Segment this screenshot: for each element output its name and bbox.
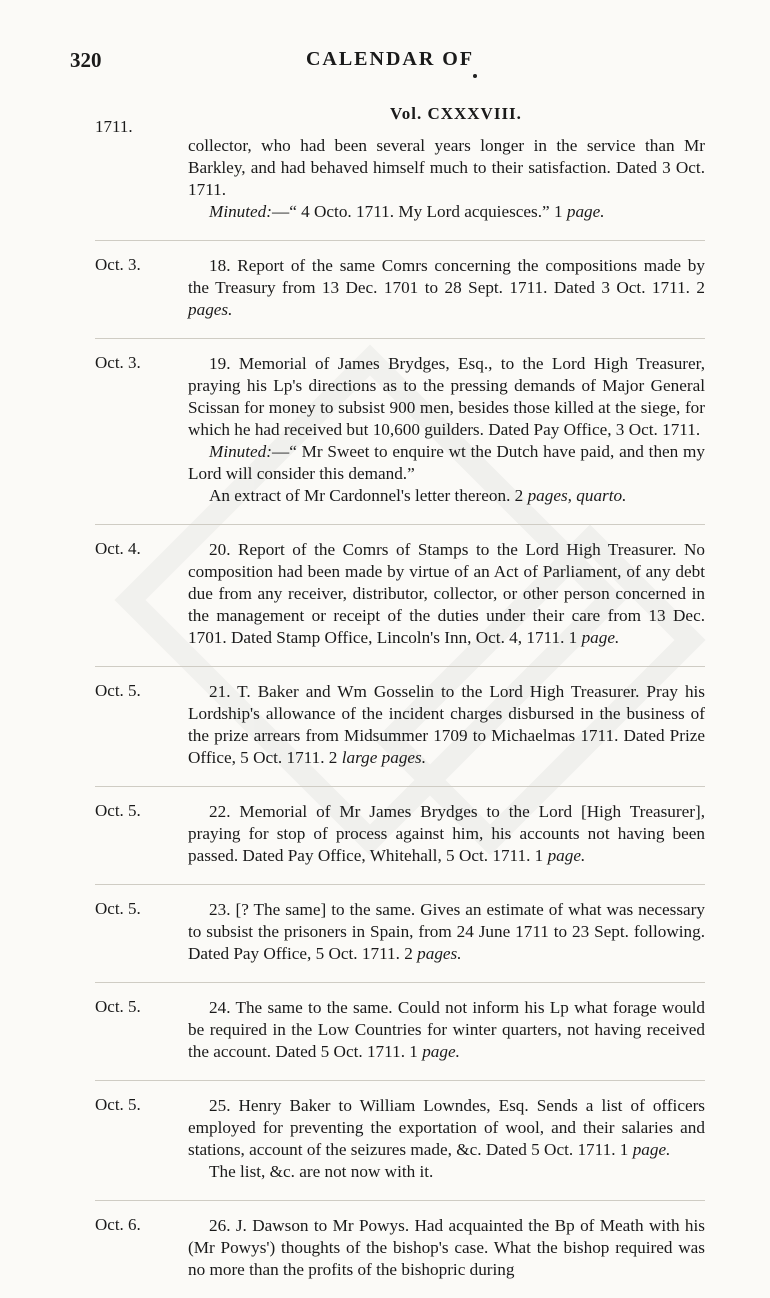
- entry-text: [188, 801, 705, 867]
- entry-divider: [95, 1200, 705, 1201]
- paragraph-text: 19. Memorial of James Brydges, Esq., to the Lord High Treasurer, praying his Lp's directions as to the pressing demands of Major General Scissan for money to subsist 900 men, besides those killed at the siege, for which he had received but 10,600 guilders. Dated Pay Office, 3 Oct. 1711.: [188, 354, 705, 439]
- paragraph-text: An extract of Mr Cardonnel's letter thereon. 2: [209, 486, 528, 505]
- paragraph-text: 21. T. Baker and Wm Gosselin to the Lord High Treasurer. Pray his Lordship's allowance of the incident charges disbursed in the business of the prize arrears from Midsummer 1709 to Michaelmas 1711. Dated Prize Office, 5 Oct. 1711. 2: [188, 682, 705, 767]
- minuted-note: [188, 201, 705, 223]
- calendar-entry: [95, 899, 705, 965]
- entry-paragraph: [188, 997, 705, 1063]
- title-ornament: [473, 74, 477, 78]
- extent-note: page.: [566, 202, 605, 221]
- entry-paragraph: [188, 1161, 705, 1183]
- entry-text: [188, 1215, 705, 1281]
- paragraph-text: 22. Memorial of Mr James Brydges to the Lord [High Treasurer], praying for stop of process against him, his accounts not having been passed. Dated Pay Office, Whitehall, 5 Oct. 1711. 1: [188, 802, 705, 865]
- entry-text: [188, 353, 705, 507]
- entry-text: [188, 681, 705, 769]
- entry-date: Oct. 6.: [95, 1215, 141, 1234]
- entry-date: Oct. 5.: [95, 681, 141, 700]
- paragraph-text: 20. Report of the Comrs of Stamps to the Lord High Treasurer. No composition had been made by virtue of an Act of Parliament, of any debt due from any receiver, distributor, collector, or other person concerned in the management or receipt of the duties under their care from 13 Dec. 1701. Dated Stamp Office, Lincoln's Inn, Oct. 4, 1711. 1: [188, 540, 705, 647]
- entry-date: Oct. 5.: [95, 899, 141, 918]
- entry-paragraph: [188, 899, 705, 965]
- extent-note: large pages.: [341, 748, 427, 767]
- entry-divider: [95, 982, 705, 983]
- paragraph-text: 25. Henry Baker to William Lowndes, Esq. Sends a list of officers employed for preventing the exportation of wool, and their salaries and stations, account of the seizures made, &c. Dated 5 Oct. 1711. 1: [188, 1096, 705, 1159]
- calendar-entry: [95, 353, 705, 507]
- calendar-entry: [95, 681, 705, 769]
- paragraph-text: —“ 4 Octo. 1711. My Lord acquiesces.” 1: [272, 202, 567, 221]
- entry-paragraph: [188, 1095, 705, 1161]
- extent-note: page.: [547, 846, 586, 865]
- extent-note: pages.: [188, 300, 233, 319]
- paragraph-text: collector, who had been several years longer in the service than Mr Barkley, and had behaved himself much to their satisfaction. Dated 3 Oct. 1711.: [188, 136, 705, 199]
- entry-date: Oct. 5.: [95, 997, 141, 1016]
- entry-divider: [95, 666, 705, 667]
- paragraph-text: 18. Report of the same Comrs concerning the compositions made by the Treasury from 13 Dec. 1701 to 28 Sept. 1711. Dated 3 Oct. 1711. 2: [188, 256, 705, 297]
- entry-text: [188, 997, 705, 1063]
- calendar-entry: [95, 1095, 705, 1183]
- paragraph-text: 24. The same to the same. Could not inform his Lp what forage would be required in the Low Countries for winter quarters, not having received the account. Dated 5 Oct. 1711. 1: [188, 998, 705, 1061]
- running-title: CALENDAR OF: [305, 48, 475, 70]
- minuted-label: Minuted:: [209, 442, 273, 461]
- calendar-entry: [95, 801, 705, 867]
- extent-note: pages, quarto.: [527, 486, 627, 505]
- entry-date: Oct. 4.: [95, 539, 141, 558]
- entry-divider: [95, 1080, 705, 1081]
- calendar-entries: [95, 115, 705, 1298]
- entry-date: Oct. 3.: [95, 353, 141, 372]
- entry-divider: [95, 786, 705, 787]
- entry-paragraph: [188, 539, 705, 649]
- paragraph-text: 26. J. Dawson to Mr Powys. Had acquainted the Bp of Meath with his (Mr Powys') thoughts of the bishop's case. What the bishop required was no more than the profits of the bishopric during: [188, 1216, 705, 1279]
- calendar-entry: [95, 115, 705, 223]
- entry-paragraph: [188, 1215, 705, 1281]
- entry-date: Oct. 3.: [95, 255, 141, 274]
- entry-divider: [95, 240, 705, 241]
- entry-paragraph: [188, 681, 705, 769]
- page-header: [70, 48, 710, 88]
- calendar-entry: [95, 255, 705, 321]
- entry-paragraph: [188, 135, 705, 201]
- entry-paragraph: [188, 485, 705, 507]
- volume-heading: Vol. CXXXVIII.: [390, 104, 522, 123]
- entry-text: [188, 899, 705, 965]
- entry-text: [188, 255, 705, 321]
- entry-date: 1711.: [95, 117, 133, 136]
- minuted-label: Minuted:: [209, 202, 273, 221]
- extent-note: page.: [581, 628, 620, 647]
- entry-divider: [95, 338, 705, 339]
- paragraph-text: 23. [? The same] to the same. Gives an estimate of what was necessary to subsist the prisoners in Spain, from 24 June 1711 to 23 Sept. following. Dated Pay Office, 5 Oct. 1711. 2: [188, 900, 705, 963]
- calendar-entry: [95, 997, 705, 1063]
- entry-text: [188, 539, 705, 649]
- extent-note: pages.: [417, 944, 462, 963]
- entry-divider: [95, 524, 705, 525]
- paragraph-text: The list, &c. are not now with it.: [209, 1162, 434, 1181]
- entry-date: Oct. 5.: [95, 801, 141, 820]
- entry-paragraph: [188, 353, 705, 441]
- entry-date: Oct. 5.: [95, 1095, 141, 1114]
- calendar-entry: [95, 539, 705, 649]
- minuted-note: [188, 441, 705, 485]
- extent-note: page.: [422, 1042, 460, 1061]
- entry-text: [188, 1095, 705, 1183]
- entry-divider: [95, 884, 705, 885]
- entry-text: [188, 115, 705, 223]
- paragraph-text: —“ Mr Sweet to enquire wt the Dutch have paid, and then my Lord will consider this demand.”: [188, 442, 705, 483]
- calendar-entry: [95, 1215, 705, 1281]
- entry-paragraph: [188, 255, 705, 321]
- extent-note: page.: [632, 1140, 671, 1159]
- page-number: 320: [70, 48, 102, 72]
- entry-paragraph: [188, 801, 705, 867]
